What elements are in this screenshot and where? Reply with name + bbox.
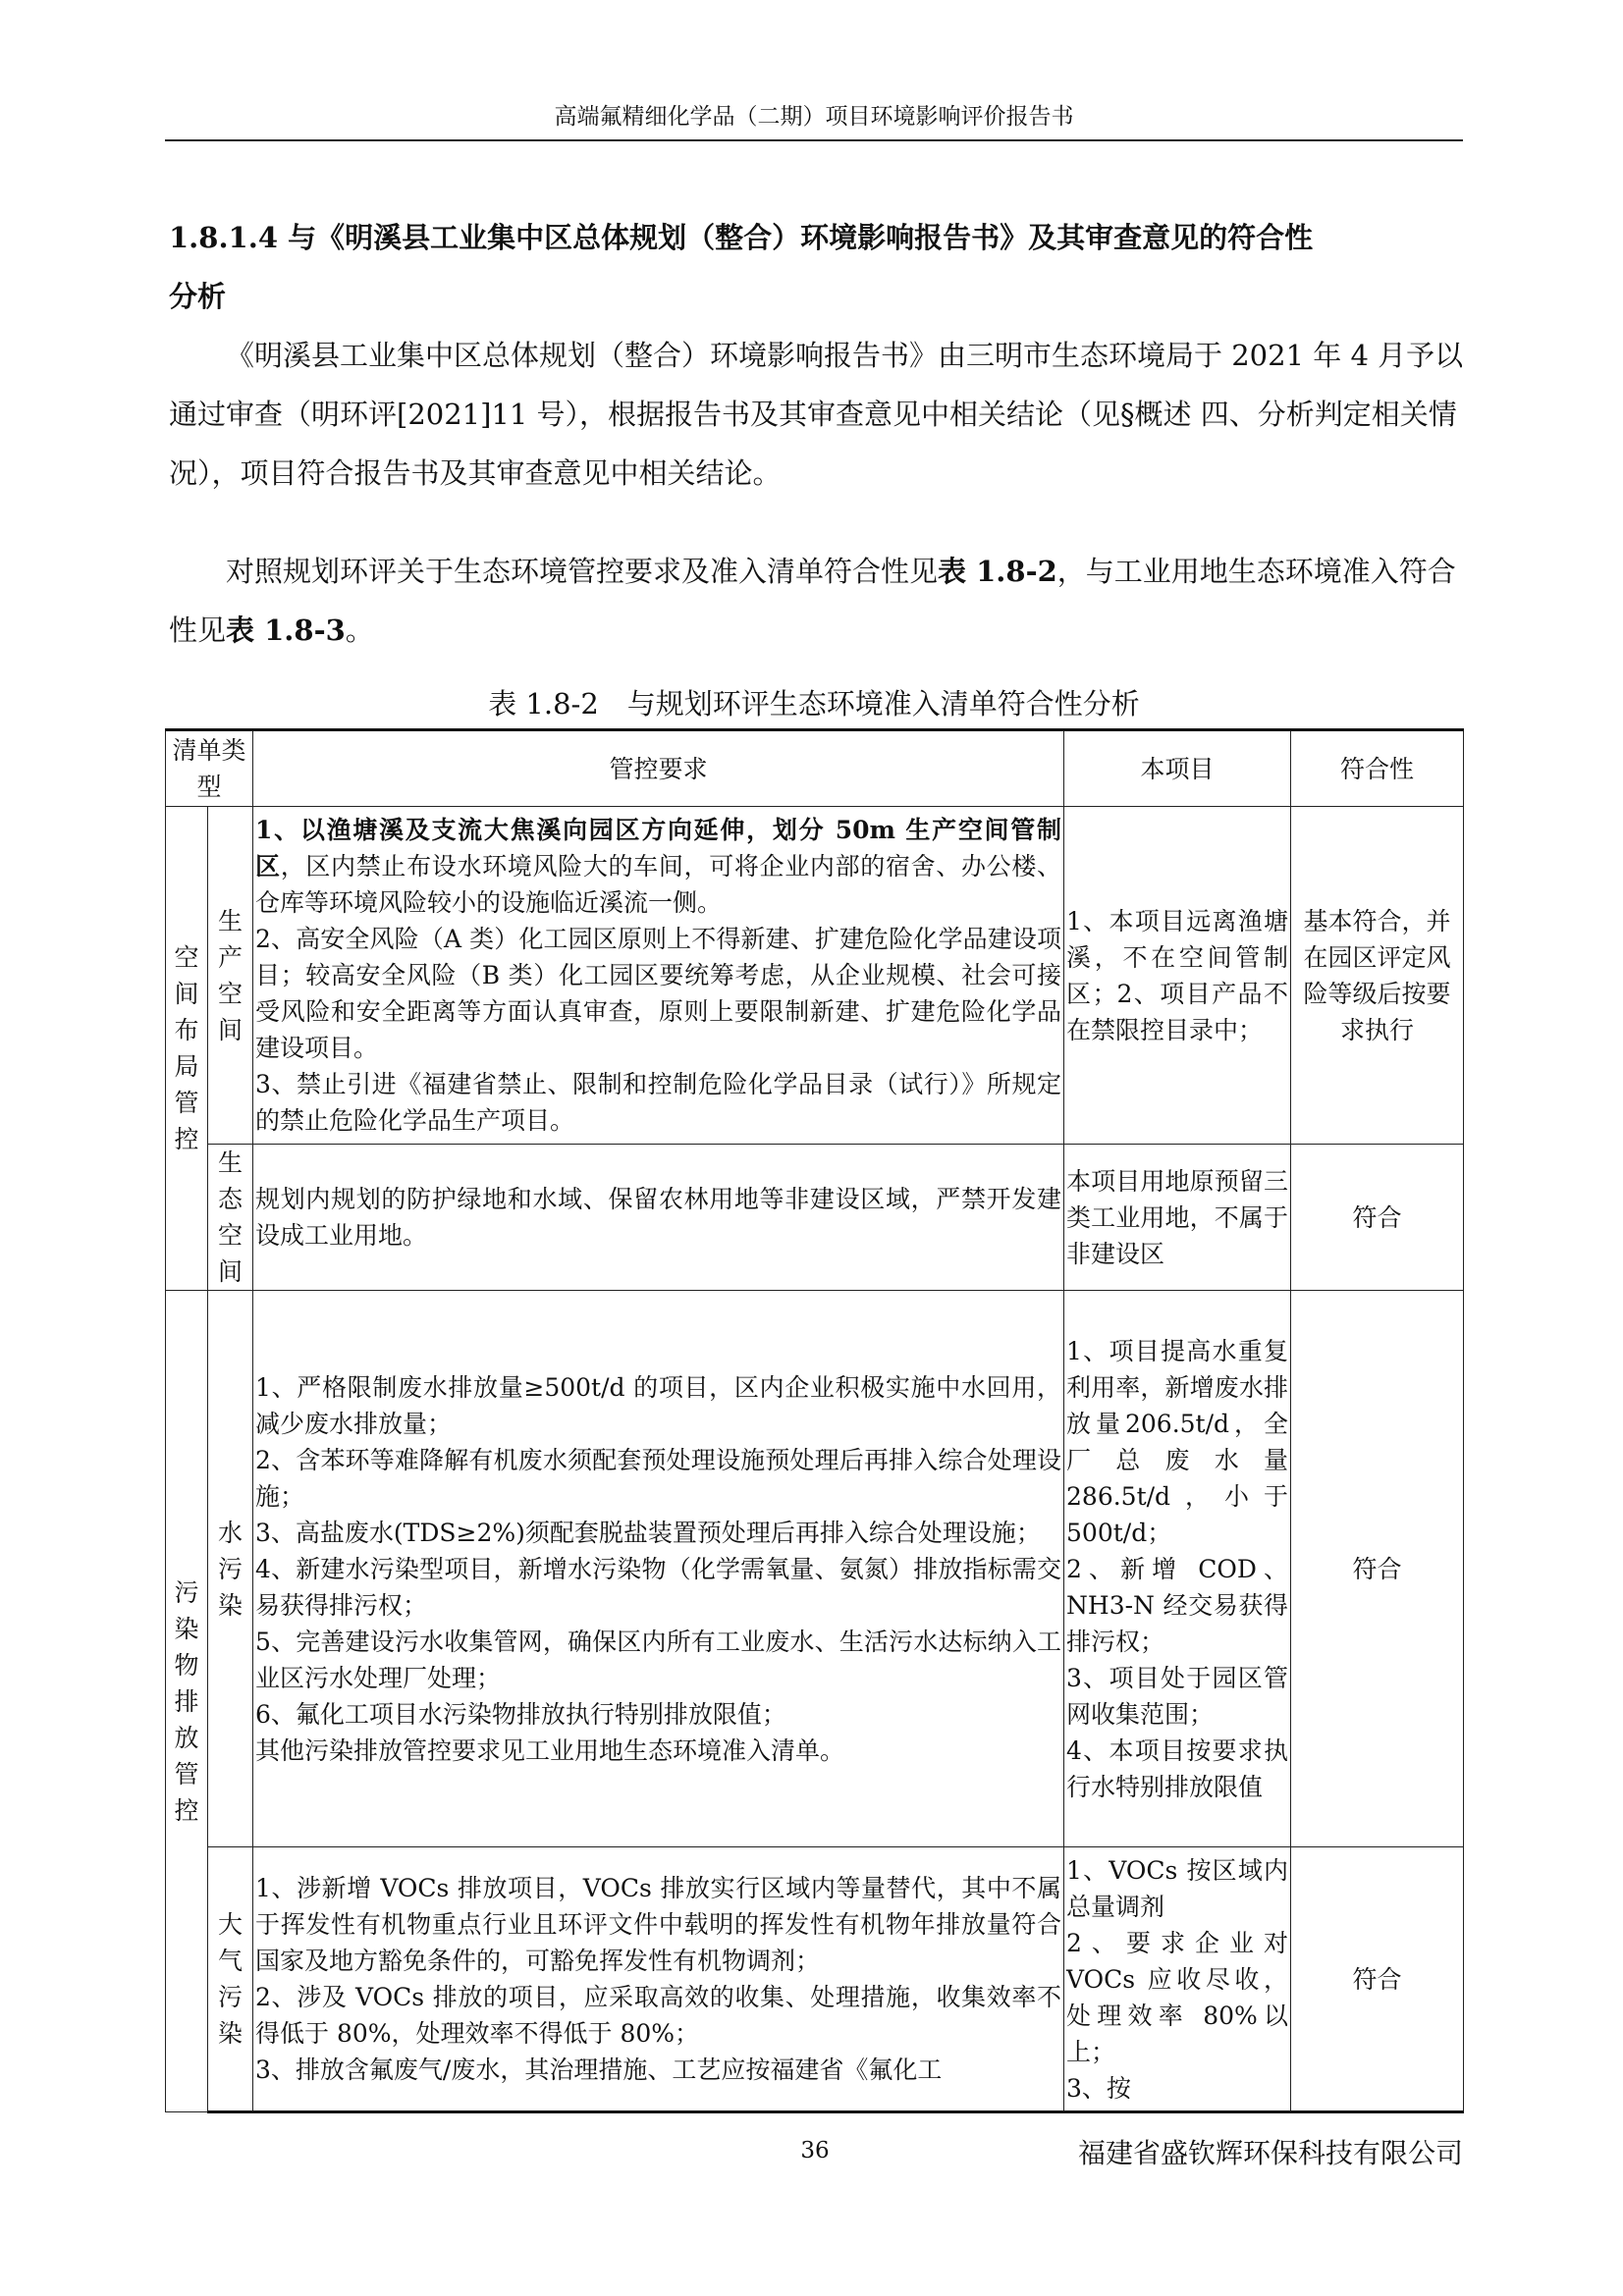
req-text: 5、完善建设污水收集管网，确保区内所有工业废水、生活污水达标纳入工业区污水处理厂处理； bbox=[255, 1627, 1062, 1692]
req-text: 3、禁止引进《福建省禁止、限制和控制危险化学品目录（试行）》所规定的禁止危险化学品生产项目。 bbox=[255, 1070, 1062, 1135]
req-text: 6、氟化工项目水污染物排放执行特别排放限值； bbox=[255, 1699, 786, 1729]
sub-production-space: 生产空间 bbox=[208, 807, 253, 1145]
req-text: 2、涉及 VOCs 排放的项目，应采取高效的收集、处理措施，收集效率不得低于 80%，处理效率不得低于 80%； bbox=[255, 1983, 1062, 2048]
compliance-cell: 基本符合，并在园区评定风险等级后按要求执行 bbox=[1291, 807, 1464, 1145]
header-rule bbox=[165, 139, 1463, 141]
req-text: 2、含苯环等难降解有机废水须配套预处理设施预处理后再排入综合处理设施； bbox=[255, 1445, 1062, 1511]
compliance-table bbox=[165, 728, 1464, 2113]
req-text: 1、涉新增 VOCs 排放项目，VOCs 排放实行区域内等量替代，其中不属于挥发性有机物重点行业且环评文件中载明的挥发性有机物年排放量符合国家及地方豁免条件的，可豁免挥发性有机物调剂； bbox=[255, 1874, 1062, 1975]
header-project: 本项目 bbox=[1064, 730, 1291, 807]
req-text: 3、高盐废水(TDS≥2%)须配套脱盐装置预处理后再排入综合处理设施； bbox=[255, 1518, 1041, 1547]
req-text: 3、排放含氟废气/废水，其治理措施、工艺应按福建省《氟化工 bbox=[255, 2056, 943, 2084]
requirement-cell bbox=[253, 1291, 1064, 1847]
project-text: 1、项目提高水重复利用率，新增废水排放量206.5t/d，全厂总废水量 286.5t/d，小于 500t/d； bbox=[1066, 1336, 1289, 1547]
requirement-cell bbox=[253, 1847, 1064, 2112]
project-cell bbox=[1064, 1847, 1291, 2112]
section-title bbox=[169, 208, 1465, 326]
p2-text-c: ，与工业用地生态环境准入符合性见 bbox=[169, 555, 1456, 647]
sub-water-pollution: 水污染 bbox=[208, 1291, 253, 1847]
p2-text-e: 。 bbox=[345, 614, 374, 647]
compliance-cell: 符合 bbox=[1291, 1847, 1464, 2112]
group-pollutant-discharge: 污染物排放管控 bbox=[166, 1291, 208, 2112]
project-text: 3、按 bbox=[1066, 2073, 1131, 2103]
document-header: 高端氟精细化学品（二期）项目环境影响评价报告书 bbox=[554, 104, 1074, 130]
sub-ecological-space: 生态空间 bbox=[208, 1145, 253, 1291]
table-ref-1-8-2: 表 1.8-2 bbox=[938, 555, 1057, 588]
project-cell: 本项目用地原预留三类工业用地，不属于非建设区 bbox=[1064, 1145, 1291, 1291]
req-text: ，区内禁止布设水环境风险大的车间，可将企业内部的宿舍、办公楼、仓库等环境风险较小的设施临近溪流一侧。 bbox=[255, 852, 1061, 917]
table-caption: 表 1.8-2 与规划环评生态环境准入清单符合性分析 bbox=[488, 687, 1140, 721]
header-requirement: 管控要求 bbox=[253, 730, 1064, 807]
req-text: 其他污染排放管控要求见工业用地生态环境准入清单。 bbox=[255, 1735, 845, 1765]
req-text: 1、严格限制废水排放量≥500t/d 的项目，区内企业积极实施中水回用，减少废水排放量； bbox=[255, 1372, 1062, 1438]
page-number: 36 bbox=[800, 2138, 830, 2163]
project-text: 4、本项目按要求执行水特别排放限值 bbox=[1066, 1735, 1289, 1801]
company-name: 福建省盛钦辉环保科技有限公司 bbox=[1077, 2137, 1463, 2169]
paragraph-1: 《明溪县工业集中区总体规划（整合）环境影响报告书》由三明市生态环境局于 2021 年 4 月予以通过审查（明环评[2021]11 号），根据报告书及其审查意见中相关结论（见§概述 四、分析判定相关情况），项目符合报告书及其审查意见中相关结论。 bbox=[169, 339, 1464, 490]
group-spatial-layout: 空间布局管控 bbox=[166, 807, 208, 1291]
project-text: 2、新增 COD、NH3-N 经交易获得排污权； bbox=[1066, 1554, 1289, 1656]
project-cell: 1、本项目远离渔塘溪，不在空间管制区；2、项目产品不在禁限控目录中； bbox=[1064, 807, 1291, 1145]
project-text: 1、VOCs 按区域内总量调剂 bbox=[1066, 1855, 1289, 1921]
paragraph-2 bbox=[169, 542, 1465, 660]
section-title-line-2: 分析 bbox=[169, 280, 227, 313]
compliance-cell: 符合 bbox=[1291, 1145, 1464, 1291]
req-text: 2、高安全风险（A 类）化工园区原则上不得新建、扩建危险化学品建设项目；较高安全风险（B 类）化工园区要统筹考虑，从企业规模、社会可接受风险和安全距离等方面认真审查，原则上要限制新建、扩建危险化学品建设项目。 bbox=[255, 925, 1062, 1062]
table-row bbox=[166, 1291, 1464, 1847]
section-title-line-1: 1.8.1.4 与《明溪县工业集中区总体规划（整合）环境影响报告书》及其审查意见的符合性 bbox=[169, 221, 1314, 254]
project-text: 3、项目处于园区管网收集范围； bbox=[1066, 1663, 1289, 1729]
project-cell bbox=[1064, 1291, 1291, 1847]
req-text: 4、新建水污染型项目，新增水污染物（化学需氧量、氨氮）排放指标需交易获得排污权； bbox=[255, 1554, 1062, 1620]
table-row bbox=[166, 807, 1464, 1145]
compliance-cell: 符合 bbox=[1291, 1291, 1464, 1847]
header-type: 清单类型 bbox=[166, 730, 253, 807]
table-row bbox=[166, 1145, 1464, 1291]
requirement-cell bbox=[253, 807, 1064, 1145]
requirement-cell: 规划内规划的防护绿地和水域、保留农林用地等非建设区域，严禁开发建设成工业用地。 bbox=[253, 1145, 1064, 1291]
table-row bbox=[166, 1847, 1464, 2112]
table-ref-1-8-3: 表 1.8-3 bbox=[226, 614, 346, 647]
header-compliance: 符合性 bbox=[1291, 730, 1464, 807]
p2-text-a: 对照规划环评关于生态环境管控要求及准入清单符合性见 bbox=[226, 555, 939, 588]
project-text: 2、要求企业对VOCs 应收尽收，处理效率 80%以上； bbox=[1066, 1928, 1289, 2066]
req-bold-text: 1、以渔塘溪及支流大焦溪向园区方向延伸，划分 50m 生产空间管制区 bbox=[255, 816, 1062, 881]
table-header-row bbox=[166, 730, 1464, 807]
sub-air-pollution: 大气污染 bbox=[208, 1847, 253, 2112]
